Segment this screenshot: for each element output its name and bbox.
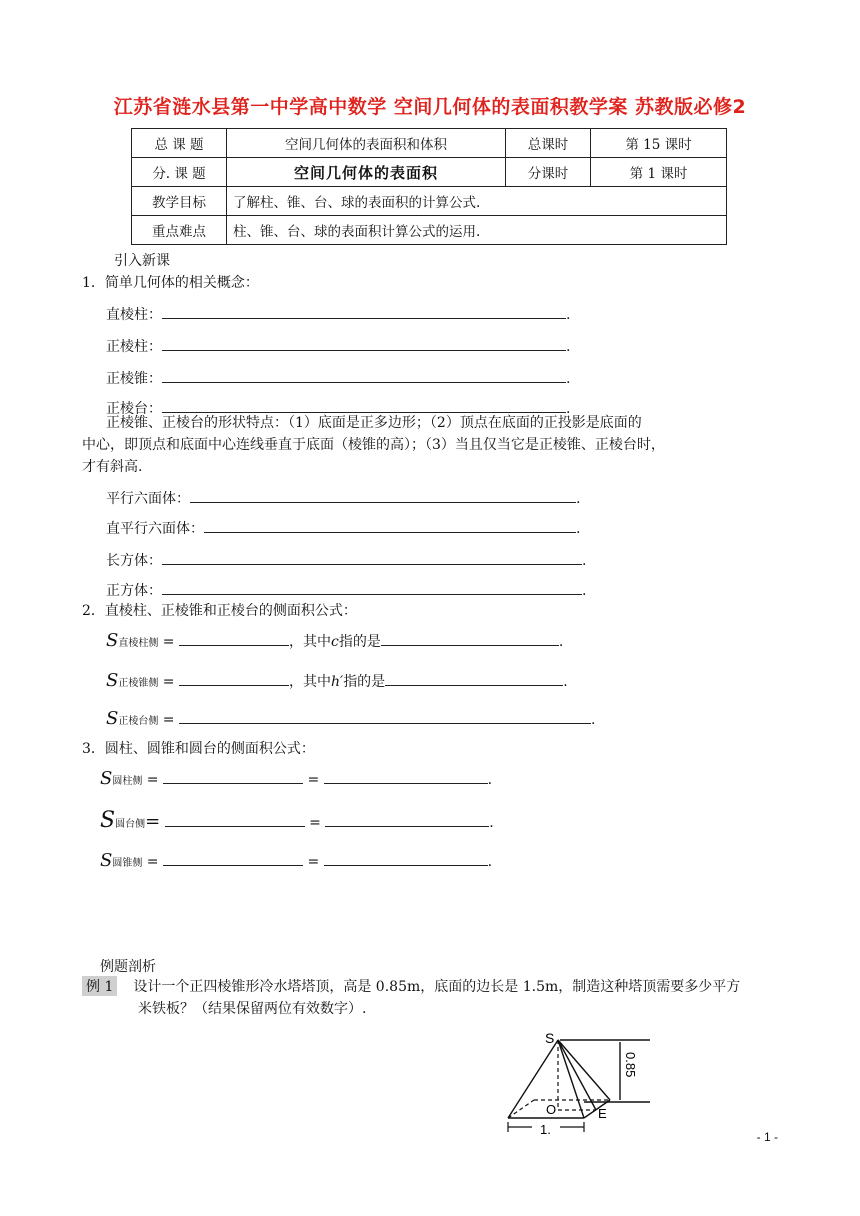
formula-text: ，其中 — [288, 674, 331, 690]
concept-line — [106, 336, 570, 356]
lesson-info-table — [131, 128, 727, 245]
period: . — [582, 583, 587, 599]
table-cell: 重点难点 — [132, 216, 227, 245]
concept-line — [106, 580, 586, 600]
section-intro: 引入新课 — [114, 253, 170, 269]
equals-sign: = — [146, 854, 159, 870]
table-cell: 总课时 — [506, 129, 591, 158]
table-row — [132, 129, 727, 158]
formula-symbol: S — [100, 850, 113, 871]
period: . — [582, 553, 587, 569]
concept-line — [106, 368, 570, 388]
formula-subscript: 正棱台侧 — [118, 716, 159, 727]
point-label-e: E — [598, 1106, 607, 1121]
point-label-o: O — [546, 1102, 557, 1117]
formula-subscript: 直棱柱侧 — [118, 638, 159, 649]
concept-line — [106, 550, 586, 570]
table-cell: 教学目标 — [132, 187, 227, 216]
answer-blank[interactable] — [163, 851, 303, 866]
answer-blank[interactable] — [325, 812, 489, 827]
period: . — [566, 401, 571, 417]
question-1: 1．简单几何体的相关概念： — [82, 275, 259, 291]
equals-sign: = — [162, 674, 175, 690]
concept-label: 平行六面体： — [106, 491, 190, 507]
concept-line — [106, 304, 570, 324]
period: . — [566, 307, 571, 323]
concept-label: 正方体： — [106, 583, 162, 599]
answer-blank[interactable] — [324, 769, 488, 784]
formula-line — [106, 630, 563, 651]
answer-blank[interactable] — [324, 851, 488, 866]
note-line-2: 中心，即顶点和底面中心连线垂直于底面（棱锥的高）；（3）当且仅当它是正棱锥、正棱台时， — [82, 437, 665, 453]
period: . — [566, 339, 571, 355]
note-line-3: 才有斜高. — [82, 459, 143, 475]
concept-label: 直棱柱： — [106, 307, 162, 323]
answer-blank[interactable] — [204, 518, 576, 533]
table-row — [132, 158, 727, 187]
formula-variable: c — [330, 634, 339, 650]
table-cell: 空间几何体的表面积和体积 — [227, 129, 506, 158]
formula-symbol: S — [100, 808, 116, 833]
table-row — [132, 187, 727, 216]
equals-sign: = — [307, 854, 320, 870]
table-cell: 柱、锥、台、球的表面积计算公式的运用. — [227, 216, 727, 245]
concept-line — [106, 518, 580, 538]
table-cell: 第 1 课时 — [591, 158, 727, 187]
base-length-label: 1. — [540, 1122, 551, 1136]
table-cell: 分课时 — [506, 158, 591, 187]
concept-label: 正棱锥： — [106, 371, 162, 387]
concept-label: 直平行六面体： — [106, 521, 204, 537]
table-cell: 总 课 题 — [132, 129, 227, 158]
example-tag: 例 1 — [82, 976, 117, 996]
period: . — [590, 712, 596, 728]
answer-blank[interactable] — [162, 336, 566, 351]
period: . — [558, 634, 564, 650]
formula-subscript: 圆锥侧 — [112, 858, 143, 869]
table-cell: 第 15 课时 — [591, 129, 727, 158]
concept-label: 正棱柱： — [106, 339, 162, 355]
formula-symbol: S — [100, 768, 113, 789]
concept-line — [106, 488, 580, 508]
formula-variable: h′ — [330, 674, 344, 690]
question-3: 3．圆柱、圆锥和圆台的侧面积公式： — [82, 741, 315, 757]
formula-line — [100, 808, 494, 833]
period: . — [489, 815, 494, 831]
answer-blank[interactable] — [162, 368, 566, 383]
example-text-2: 米铁板？（结果保留两位有效数字）. — [138, 1001, 367, 1017]
answer-blank[interactable] — [179, 709, 591, 724]
period: . — [566, 371, 571, 387]
height-label: 0.85 — [623, 1052, 638, 1078]
pyramid-figure — [500, 1030, 660, 1136]
answer-blank[interactable] — [162, 304, 566, 319]
answer-blank[interactable] — [162, 398, 566, 413]
table-row — [132, 216, 727, 245]
period: . — [576, 491, 581, 507]
equals-sign: = — [146, 772, 159, 788]
formula-line — [100, 768, 492, 789]
equals-sign: = — [162, 634, 175, 650]
formula-subscript: 圆柱侧 — [112, 776, 143, 787]
answer-blank[interactable] — [162, 580, 582, 595]
formula-symbol: S — [106, 670, 119, 691]
table-cell: 了解柱、锥、台、球的表面积的计算公式. — [227, 187, 727, 216]
formula-symbol: S — [106, 708, 119, 729]
example-text: 设计一个正四棱锥形冷水塔塔顶，高是 0.85m，底面的边长是 1.5m，制造这种塔顶需要多少平方 — [133, 979, 741, 995]
example-1 — [82, 976, 740, 996]
formula-line — [106, 708, 595, 729]
answer-blank[interactable] — [385, 671, 563, 686]
formula-line — [100, 850, 492, 871]
answer-blank[interactable] — [165, 812, 305, 827]
formula-text: ，其中 — [288, 634, 331, 650]
formula-text: 指的是 — [338, 634, 381, 650]
question-2: 2．直棱柱、正棱锥和正棱台的侧面积公式： — [82, 603, 357, 619]
equals-sign: = — [145, 811, 161, 832]
table-cell: 分. 课 题 — [132, 158, 227, 187]
equals-sign: = — [309, 815, 321, 831]
concept-label: 正棱台： — [106, 401, 162, 417]
section-examples: 例题剖析 — [100, 959, 156, 975]
note-line-1: 正棱锥、正棱台的形状特点：（1）底面是正多边形；（2）顶点在底面的正投影是底面的 — [106, 415, 642, 431]
answer-blank[interactable] — [179, 631, 289, 646]
page-title: 江苏省涟水县第一中学高中数学 空间几何体的表面积教学案 苏教版必修2 — [113, 96, 747, 118]
table-cell: 空间几何体的表面积 — [227, 158, 506, 187]
answer-blank[interactable] — [162, 550, 582, 565]
formula-text: 指的是 — [343, 674, 386, 690]
period: . — [576, 521, 581, 537]
vertex-label-s: S — [545, 1030, 555, 1046]
period: . — [563, 674, 568, 690]
formula-line — [106, 670, 568, 691]
answer-blank[interactable] — [381, 631, 559, 646]
answer-blank[interactable] — [179, 671, 289, 686]
equals-sign: = — [307, 772, 320, 788]
page-number: - 1 - — [756, 1130, 778, 1144]
answer-blank[interactable] — [163, 769, 303, 784]
equals-sign: = — [162, 712, 175, 728]
period: . — [487, 854, 493, 870]
formula-subscript: 正棱锥侧 — [118, 678, 159, 689]
formula-symbol: S — [106, 630, 119, 651]
answer-blank[interactable] — [190, 488, 576, 503]
formula-subscript: 圆台侧 — [115, 819, 146, 830]
concept-label: 长方体： — [106, 553, 162, 569]
period: . — [487, 772, 493, 788]
